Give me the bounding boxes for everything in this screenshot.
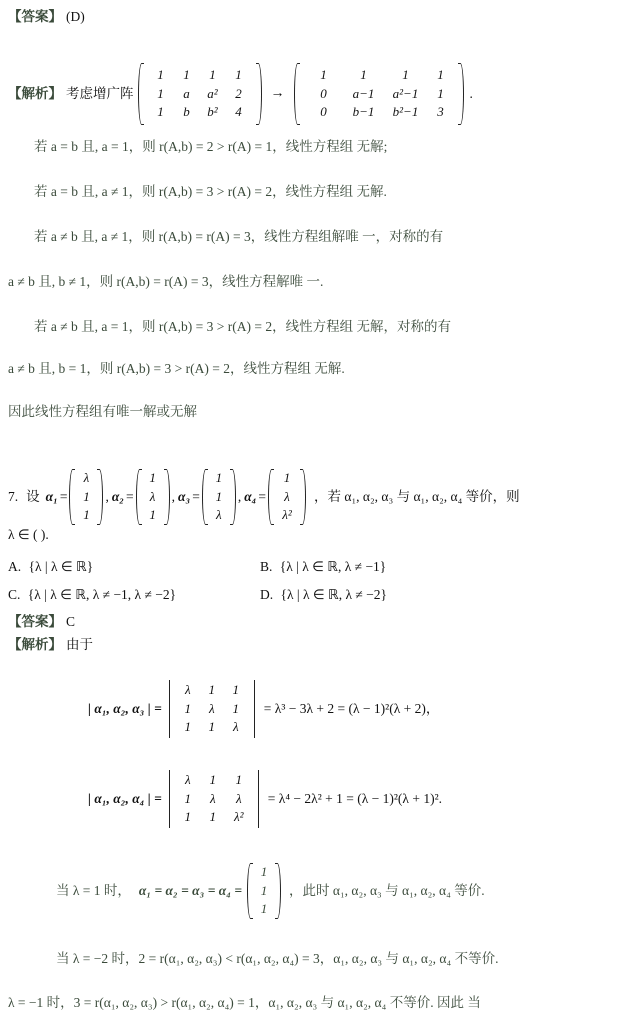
vector-alpha2: 1 λ 1 bbox=[134, 468, 172, 526]
vector-alpha1: λ 1 1 bbox=[67, 468, 105, 526]
stem-prefix: 设 bbox=[26, 488, 40, 504]
case-line-4: a ≠ b 且, b ≠ 1，则 r(A,b) = r(A) = 3，线性方程解唯 一. bbox=[8, 274, 324, 289]
answer-value-6: (D) bbox=[66, 9, 85, 24]
right-paren bbox=[299, 468, 308, 526]
option-d-text: {λ | λ ∈ ℝ, λ ≠ −2} bbox=[280, 587, 388, 602]
conclusion-line-6: 因此线性方程组有唯一解或无解 bbox=[8, 404, 197, 419]
answer-value-7: C bbox=[66, 614, 76, 629]
problem-7-number: 7. bbox=[8, 488, 19, 504]
lambda-blank-line: λ ∈ ( ). bbox=[8, 527, 49, 542]
case-line-1: 若 a = b 且, a = 1，则 r(A,b) = 2 > r(A) = 1，线性方程组 无解; bbox=[34, 139, 388, 154]
case-line-5: 若 a ≠ b 且, a = 1，则 r(A,b) = 3 > r(A) = 2，线性方程组 无解，对称的有 bbox=[34, 319, 451, 334]
left-paren bbox=[134, 468, 143, 526]
analysis-line-6 bbox=[8, 62, 473, 126]
option-c-text: {λ | λ ∈ ℝ, λ ≠ −1, λ ≠ −2} bbox=[27, 587, 177, 602]
left-paren bbox=[245, 862, 254, 920]
case-line-6: a ≠ b 且, b = 1，则 r(A,b) = 3 > r(A) = 2，线性方程组 无解. bbox=[8, 361, 345, 376]
option-b-text: {λ | λ ∈ ℝ, λ ≠ −1} bbox=[279, 559, 387, 574]
arrow-icon: → bbox=[270, 86, 285, 102]
case-lambda-minus1: λ = −1 时，3 = r(α₁, α₂, α₃) > r(α₁, α₂, α₄) = 1，α₁, α₂, α₃ 与 α₁, α₂, α₄ 不等价. 因此 当 bbox=[8, 995, 481, 1010]
option-b-key: B. bbox=[260, 559, 273, 574]
vector-alpha4: 1 λ λ² bbox=[266, 468, 308, 526]
option-b[interactable] bbox=[260, 560, 386, 575]
det1-rhs: = λ³ − 3λ + 2 = (λ − 1)²(λ + 2)， bbox=[263, 700, 440, 716]
case1-mid: α₁ = α₂ = α₃ = α₄ = bbox=[138, 882, 243, 898]
answer-label-6: 【答案】 bbox=[8, 9, 62, 24]
option-d-key: D. bbox=[260, 587, 274, 602]
analysis-label-6: 【解析】 bbox=[8, 85, 62, 101]
stem-tail: ，若 α₁, α₂, α₃ 与 α₁, α₂, α₄ 等价，则 bbox=[314, 488, 520, 504]
period: . bbox=[469, 85, 473, 101]
problem-7-stem: 7. 设 α₁ = λ 1 1 , α₂ = 1 λ 1 , α₃ = 1 1 λ , α₄ = 1 λ λ² ，若 α₁, α₂, α₃ 与 α₁, α₂, α₄ 等价，则 bbox=[8, 468, 520, 526]
case-lambda-1 bbox=[56, 862, 485, 920]
analysis-label-7: 【解析】 bbox=[8, 637, 62, 652]
answer-line-7 bbox=[8, 615, 75, 630]
answer-label-7: 【答案】 bbox=[8, 614, 62, 629]
determinant-bar bbox=[169, 770, 170, 828]
left-paren bbox=[266, 468, 275, 526]
alpha3-label: α₃ bbox=[178, 488, 191, 504]
det1-matrix: λ 1 1 1 λ 1 1 1 λ bbox=[166, 680, 258, 738]
determinant-bar bbox=[169, 680, 170, 738]
determinant-bar bbox=[258, 770, 259, 828]
answer-line-6 bbox=[8, 10, 85, 25]
analysis-intro-7: 由于 bbox=[66, 637, 93, 652]
right-paren bbox=[274, 862, 283, 920]
right-paren bbox=[96, 468, 105, 526]
det1-lhs: | α₁, α₂, α₃ | = bbox=[88, 700, 162, 716]
case-line-3: 若 a ≠ b 且, a ≠ 1，则 r(A,b) = r(A) = 3，线性方程组解唯 一，对称的有 bbox=[34, 229, 444, 244]
case1-prefix: 当 λ = 1 时， bbox=[56, 882, 131, 898]
determinant-2 bbox=[88, 770, 442, 828]
option-a[interactable] bbox=[8, 560, 93, 575]
left-paren bbox=[67, 468, 76, 526]
right-paren bbox=[229, 468, 238, 526]
option-a-key: A. bbox=[8, 559, 22, 574]
case1-vector: 1 1 1 bbox=[245, 862, 283, 920]
alpha4-label: α₄ bbox=[244, 488, 257, 504]
augmented-matrix-left: 1 1 1 1 1 a a² 2 1 b b² 4 bbox=[136, 62, 264, 126]
alpha2-label: α₂ bbox=[111, 488, 124, 504]
left-paren bbox=[136, 62, 145, 126]
case-lambda-minus2: 当 λ = −2 时，2 = r(α₁, α₂, α₃) < r(α₁, α₂, α₄) = 3，α₁, α₂, α₃ 与 α₁, α₂, α₄ 不等价. bbox=[56, 951, 499, 966]
det2-lhs: | α₁, α₂, α₄ | = bbox=[88, 790, 162, 806]
left-paren bbox=[292, 62, 301, 126]
determinant-1 bbox=[88, 680, 439, 738]
left-paren bbox=[200, 468, 209, 526]
vector-alpha3: 1 1 λ bbox=[200, 468, 238, 526]
alpha1-label: α₁ bbox=[45, 488, 58, 504]
analysis-intro-6: 考虑增广阵 bbox=[66, 85, 134, 101]
case-line-2: 若 a = b 且, a ≠ 1，则 r(A,b) = 3 > r(A) = 2，线性方程组 无解. bbox=[34, 184, 387, 199]
option-a-text: {λ | λ ∈ ℝ} bbox=[28, 559, 94, 574]
right-paren bbox=[163, 468, 172, 526]
option-c[interactable] bbox=[8, 588, 176, 603]
det2-matrix: λ 1 1 1 λ λ 1 1 λ² bbox=[166, 770, 262, 828]
determinant-bar bbox=[254, 680, 255, 738]
det2-rhs: = λ⁴ − 2λ² + 1 = (λ − 1)²(λ + 1)². bbox=[267, 790, 442, 806]
augmented-matrix-right: 1 1 1 1 0 a−1 a²−1 1 0 b−1 b²−1 3 bbox=[292, 62, 466, 126]
option-d[interactable] bbox=[260, 588, 387, 603]
right-paren bbox=[255, 62, 264, 126]
right-paren bbox=[457, 62, 466, 126]
analysis-line-7 bbox=[8, 638, 93, 653]
case1-tail: ，此时 α₁, α₂, α₃ 与 α₁, α₂, α₄ 等价. bbox=[289, 882, 485, 898]
option-c-key: C. bbox=[8, 587, 21, 602]
